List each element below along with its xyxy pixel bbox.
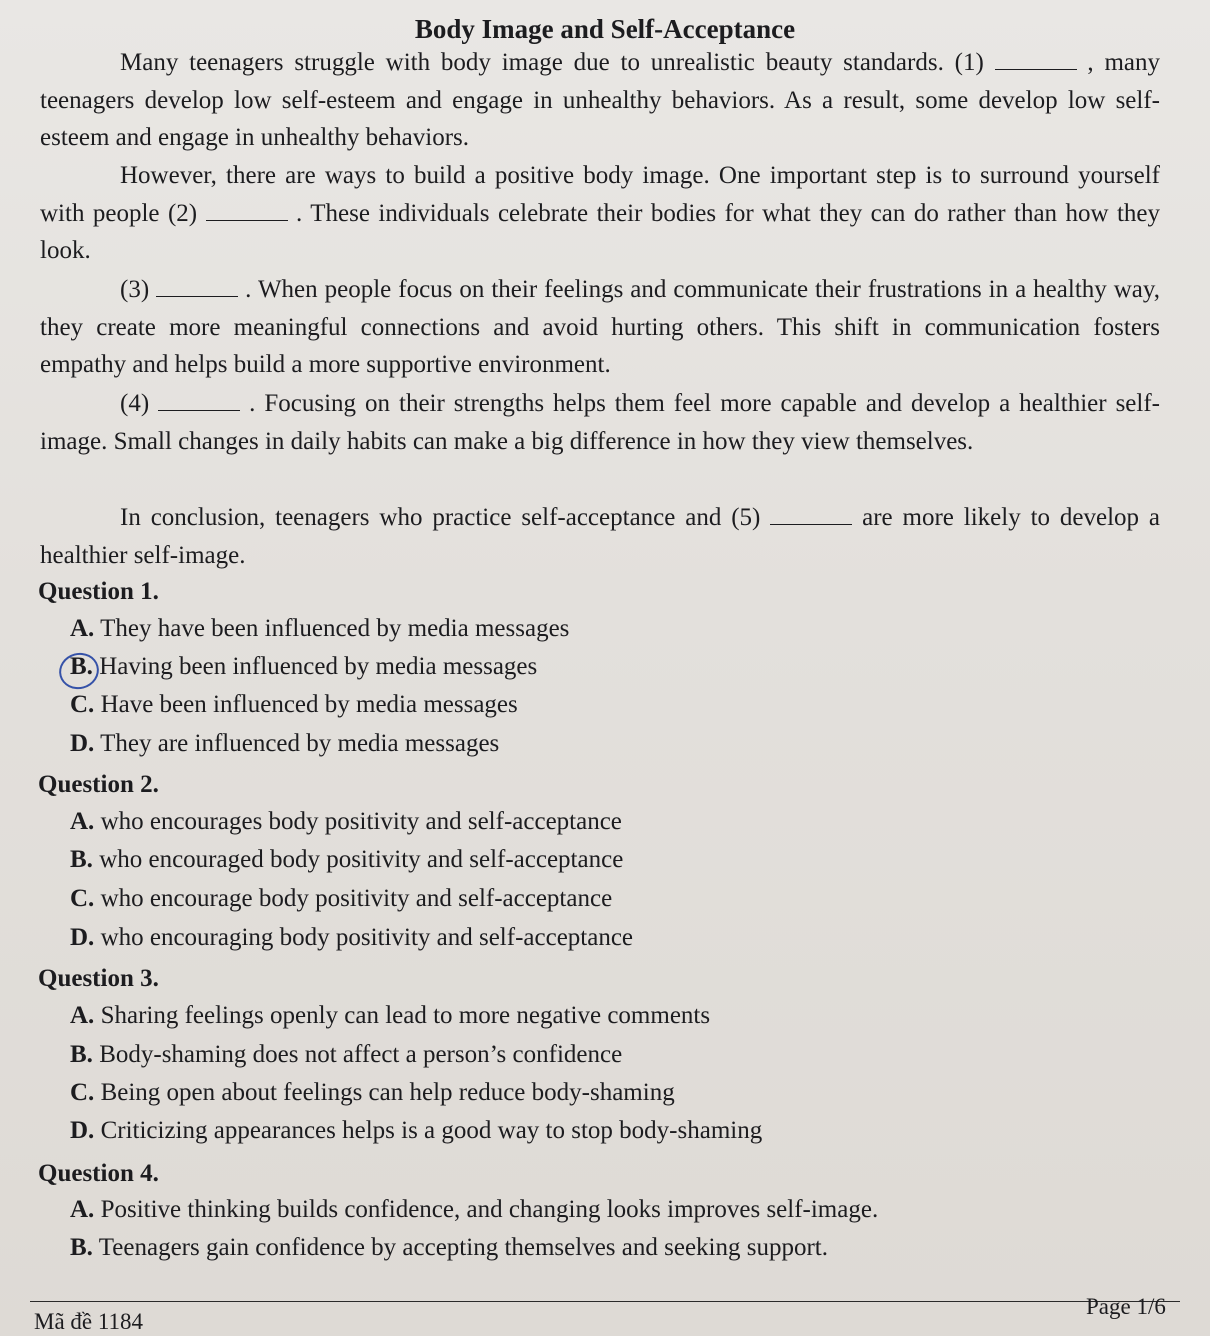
paragraph-4-end: . Focusing on their strengths helps them feel more capable and develop a healthier self-image. Small changes in daily habits can make a big difference in how they view themselves. [40,390,1160,455]
paragraph-1-end: , many teenagers develop low self-esteem and engage in unhealthy behaviors. As a result, some develop low self-esteem and engage in unhealthy behaviors. [40,49,1161,151]
paragraph-1-start: Many teenagers struggle with body image due to unrealistic beauty standards. (1) [120,49,984,76]
question-4-option-a[interactable] [70,1196,878,1224]
paragraph-4-start: (4) [120,390,150,417]
option-letter: B. [70,1041,93,1068]
option-letter: A. [70,1002,95,1029]
option-text: who encouraging body positivity and self-acceptance [100,924,634,951]
paragraph-1 [40,44,1160,157]
option-text: who encourages body positivity and self-acceptance [100,808,622,835]
option-text: who encouraged body positivity and self-acceptance [99,846,624,873]
question-2-label: Question 2. [38,771,159,798]
question-2-option-c[interactable] [70,885,612,913]
question-2-option-b[interactable] [70,846,623,874]
blank-1 [995,49,1077,70]
option-letter: D. [70,924,95,951]
paragraph-3 [40,271,1160,384]
option-letter: A. [70,615,95,642]
paragraph-2-start: However, there are ways to build a positive body image. One important step is to surround yourself with people (2) [40,162,1160,227]
blank-3 [156,276,238,297]
question-2-option-d[interactable] [70,924,633,952]
question-2-option-a[interactable] [70,808,622,836]
paragraph-3-end: . When people focus on their feelings and communicate their frustrations in a healthy way, they create more meaningful connections and avoid hurting others. This shift in communication fosters empathy and helps build a more supportive environment. [40,276,1161,378]
option-text: Having been influenced by media messages [99,653,538,680]
option-text: They are influenced by media messages [100,730,500,757]
paragraph-5-end: are more likely to develop a healthier self-image. [40,504,1161,569]
passage-title: Body Image and Self-Acceptance [414,14,796,44]
footer-divider [30,1301,1180,1302]
blank-5 [770,504,852,525]
option-letter: C. [70,1079,95,1106]
option-text: who encourage body positivity and self-acceptance [100,885,613,912]
blank-4 [158,390,240,411]
option-letter: B. [70,846,93,873]
option-letter: D. [70,730,95,757]
question-3-option-c[interactable] [70,1079,675,1107]
question-3-option-d[interactable] [70,1117,762,1145]
option-letter: A. [70,808,95,835]
option-text: Body-shaming does not affect a person’s confidence [99,1041,623,1068]
option-letter: D. [70,1117,95,1144]
question-1-option-b[interactable] [70,653,537,681]
option-letter: B. [70,1234,93,1261]
option-letter: C. [70,691,95,718]
option-text: Teenagers gain confidence by accepting themselves and seeking support. [98,1234,828,1261]
option-text: Sharing feelings openly can lead to more negative comments [100,1002,711,1029]
option-text: Positive thinking builds confidence, and changing looks improves self-image. [100,1196,879,1223]
paragraph-2-end: . These individuals celebrate their bodies for what they can do rather than how they look. [40,199,1161,264]
option-letter: A. [70,1196,95,1223]
option-letter: C. [70,885,95,912]
paragraph-2 [40,157,1160,270]
question-1-option-d[interactable] [70,730,499,758]
paragraph-3-start: (3) [120,276,150,303]
question-3-option-b[interactable] [70,1041,622,1069]
question-1-option-c[interactable] [70,691,518,719]
question-3-option-a[interactable] [70,1002,710,1030]
paragraph-5 [40,499,1160,574]
blank-2 [206,200,288,221]
question-4-label: Question 4. [38,1160,159,1187]
question-1-label: Question 1. [38,578,159,605]
page-number: Page 1/6 [1086,1294,1166,1319]
paragraph-5-start: In conclusion, teenagers who practice self-acceptance and (5) [120,504,761,531]
exam-code: Mã đề 1184 [34,1309,144,1334]
question-1-option-a[interactable] [70,615,569,643]
option-letter: B. [70,653,93,680]
option-text: Have been influenced by media messages [100,691,518,718]
option-text: Being open about feelings can help reduce body-shaming [100,1079,675,1106]
question-4-option-b[interactable] [70,1234,828,1262]
paragraph-4 [40,385,1160,460]
option-text: Criticizing appearances helps is a good way to stop body-shaming [100,1117,763,1144]
option-text: They have been influenced by media messages [100,615,570,642]
question-3-label: Question 3. [38,965,159,992]
